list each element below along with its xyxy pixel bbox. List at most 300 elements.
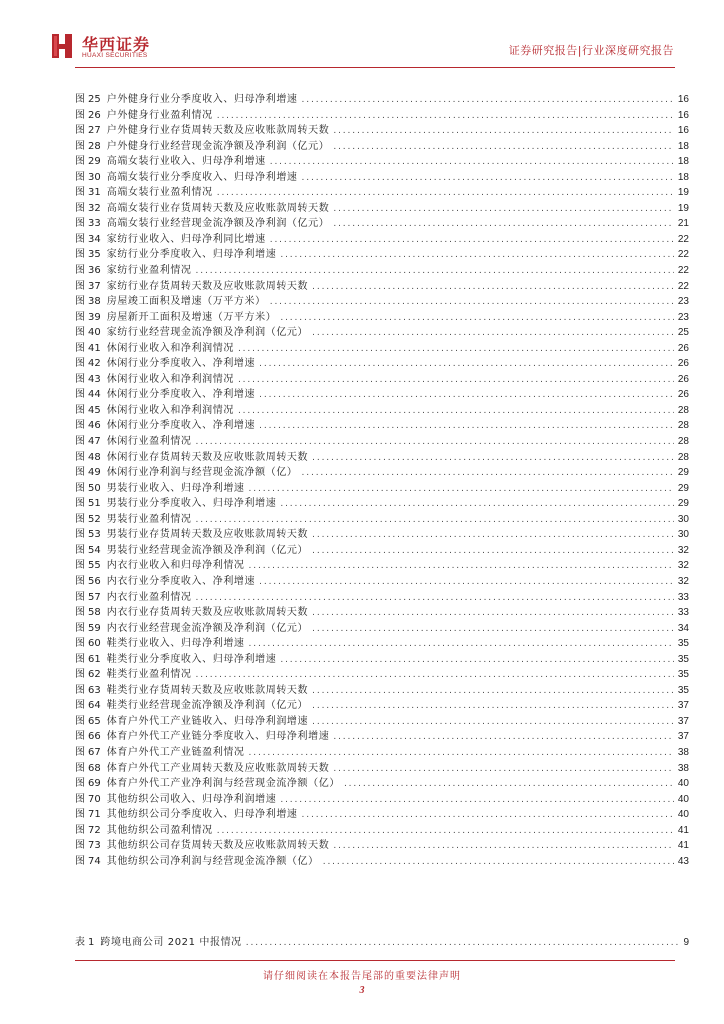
- toc-entry-page: 29: [677, 482, 689, 494]
- toc-entry-page: 23: [677, 311, 689, 323]
- toc-entry-page: 38: [677, 746, 689, 758]
- toc-entry-title: 体育户外代工产业链收入、归母净利润增速: [106, 715, 309, 727]
- toc-entry-title: 内衣行业收入和归母净利情况: [106, 560, 245, 572]
- toc-entry-number: 33: [88, 218, 101, 230]
- toc-entry-title: 高端女装行业分季度收入、归母净利增速: [106, 171, 298, 183]
- toc-entry-page: 40: [677, 793, 689, 805]
- toc-dot-leader: [312, 527, 674, 544]
- toc-entry-title: 跨境电商公司 2021 中报情况: [100, 937, 242, 948]
- toc-entry-number: 66: [88, 731, 101, 743]
- toc-entry-number: 36: [88, 265, 101, 277]
- toc-dot-leader: [333, 838, 674, 855]
- toc-dot-leader: [312, 543, 674, 560]
- toc-entry-label: 图: [75, 327, 85, 339]
- toc-entry-label: 图: [75, 544, 85, 556]
- toc-dot-leader: [312, 621, 674, 638]
- toc-entry-label: 图: [75, 498, 85, 510]
- toc-entry[interactable]: [75, 201, 689, 217]
- toc-entry-number: 39: [88, 311, 101, 323]
- toc-entry-page: 28: [677, 451, 689, 463]
- toc-entry-number: 65: [88, 715, 101, 727]
- toc-entry-label: 图: [75, 140, 85, 152]
- toc-dot-leader: [312, 325, 674, 342]
- toc-dot-leader: [238, 372, 674, 389]
- toc-entry[interactable]: [75, 185, 689, 201]
- toc-entry-label: 图: [75, 793, 85, 805]
- toc-entry-title: 体育户外代工产业周转天数及应收账款周转天数: [106, 762, 330, 774]
- toc-entry-page: 32: [677, 575, 689, 587]
- toc-entry-page: 21: [677, 218, 689, 230]
- toc-entry-title: 其他纺织公司分季度收入、归母净利增速: [106, 809, 298, 821]
- toc-entry-title: 高端女装行业经营现金流净额及净利润（亿元）: [106, 218, 330, 230]
- toc-entry-page: 29: [677, 467, 689, 479]
- toc-dot-leader: [217, 108, 674, 125]
- toc-entry-page: 41: [677, 840, 689, 852]
- header-divider: [75, 67, 675, 68]
- toc-entry-label: 图: [75, 653, 85, 665]
- toc-entry-title: 高端女装行业盈利情况: [106, 187, 213, 199]
- toc-entry[interactable]: [75, 667, 689, 683]
- toc-entry-title: 男装行业经营现金流净额及净利润（亿元）: [106, 544, 309, 556]
- toc-dot-leader: [280, 496, 674, 513]
- toc-entry-label: 图: [75, 404, 85, 416]
- toc-entry-title: 房屋新开工面积及增速（万平方米）: [106, 311, 277, 323]
- toc-dot-leader: [270, 154, 674, 171]
- toc-entry-title: 高端女装行业存货周转天数及应收账款周转天数: [106, 202, 330, 214]
- toc-entry-label: 图: [75, 622, 85, 634]
- toc-entry-page: 43: [677, 855, 689, 867]
- toc-entry-title: 家纺行业收入、归母净利同比增速: [106, 233, 266, 245]
- toc-entry-title: 鞋类行业收入、归母净利增速: [106, 638, 245, 650]
- toc-entry-title: 内衣行业盈利情况: [106, 591, 192, 603]
- toc-entry-label: 图: [75, 109, 85, 121]
- toc-entry[interactable]: [75, 310, 689, 326]
- toc-entry[interactable]: [75, 543, 689, 559]
- toc-entry-label: 图: [75, 700, 85, 712]
- toc-entry[interactable]: [75, 590, 689, 606]
- toc-entry-number: 52: [88, 513, 101, 525]
- toc-entry-title: 高端女装行业收入、归母净利增速: [106, 156, 266, 168]
- toc-entry-number: 30: [88, 171, 101, 183]
- toc-entry-number: 63: [88, 684, 101, 696]
- toc-entry[interactable]: [75, 341, 689, 357]
- toc-entry-page: 32: [677, 560, 689, 572]
- toc-entry-number: 73: [88, 840, 101, 852]
- toc-entry-page: 22: [677, 233, 689, 245]
- toc-entry-label: 图: [75, 778, 85, 790]
- toc-entry-page: 30: [677, 529, 689, 541]
- toc-entry[interactable]: [75, 232, 689, 248]
- toc-entry-title: 内衣行业存货周转天数及应收账款周转天数: [106, 607, 309, 619]
- toc-entry-page: 19: [677, 202, 689, 214]
- toc-entry[interactable]: [75, 325, 689, 341]
- toc-entry[interactable]: [75, 123, 689, 139]
- toc-entry-label: 图: [75, 591, 85, 603]
- toc-entry-label: 图: [75, 607, 85, 619]
- toc-entry[interactable]: [75, 683, 689, 699]
- toc-dot-leader: [217, 185, 674, 202]
- toc-dot-leader: [302, 92, 674, 109]
- toc-entry[interactable]: [75, 807, 689, 823]
- toc-entry-label: 图: [75, 669, 85, 681]
- toc-entry[interactable]: [75, 465, 689, 481]
- toc-entry-label: 图: [75, 467, 85, 479]
- toc-dot-leader: [302, 465, 674, 482]
- page-number: 3: [359, 985, 365, 996]
- toc-dot-leader: [312, 450, 674, 467]
- toc-entry[interactable]: [75, 714, 689, 730]
- toc-dot-leader: [280, 792, 674, 809]
- toc-dot-leader: [302, 807, 674, 824]
- toc-entry-label: 图: [75, 311, 85, 323]
- toc-dot-leader: [249, 745, 674, 762]
- toc-entry-page: 26: [677, 373, 689, 385]
- toc-entry[interactable]: [75, 574, 689, 590]
- toc-entry-page: 22: [677, 265, 689, 277]
- toc-entry-page: 30: [677, 513, 689, 525]
- toc-entry-page: 40: [677, 778, 689, 790]
- toc-entry-label: 图: [75, 684, 85, 696]
- toc-entry-title: 休闲行业分季度收入、净利增速: [106, 358, 256, 370]
- toc-entry[interactable]: [75, 247, 689, 263]
- toc-entry-page: 35: [677, 684, 689, 696]
- toc-entry-label: 图: [75, 125, 85, 137]
- toc-entry[interactable]: [75, 92, 689, 108]
- toc-entry-label: 图: [75, 342, 85, 354]
- toc-entry-label: 图: [75, 715, 85, 727]
- toc-entry-title: 男装行业盈利情况: [106, 513, 192, 525]
- toc-entry-label: 图: [75, 265, 85, 277]
- toc-dot-leader: [280, 310, 674, 327]
- toc-entry-title: 户外健身行业盈利情况: [106, 109, 213, 121]
- toc-entry[interactable]: [75, 356, 689, 372]
- toc-entry-number: 54: [88, 544, 101, 556]
- toc-entry-page: 35: [677, 638, 689, 650]
- toc-dot-leader: [270, 232, 674, 249]
- toc-entry-number: 26: [88, 109, 101, 121]
- toc-dot-leader: [249, 481, 674, 498]
- toc-dot-leader: [333, 729, 674, 746]
- toc-entry-label: 图: [75, 420, 85, 432]
- toc-entry[interactable]: [75, 216, 689, 232]
- toc-entry[interactable]: [75, 512, 689, 528]
- toc-dot-leader: [344, 776, 674, 793]
- toc-dot-leader: [333, 201, 674, 218]
- legal-disclaimer: 请仔细阅读在本报告尾部的重要法律声明: [263, 971, 461, 982]
- toc-entry-number: 71: [88, 809, 101, 821]
- toc-entry-title: 家纺行业盈利情况: [106, 265, 192, 277]
- toc-entry-page: 28: [677, 404, 689, 416]
- toc-entry[interactable]: [75, 761, 689, 777]
- toc-entry[interactable]: [75, 139, 689, 155]
- toc-entry-label: 图: [75, 746, 85, 758]
- toc-entry-label: 图: [75, 451, 85, 463]
- toc-entry-title: 内衣行业经营现金流净额及净利润（亿元）: [106, 622, 309, 634]
- toc-entry-page: 16: [677, 109, 689, 121]
- toc-entry-label: 图: [75, 156, 85, 168]
- toc-entry-label: 图: [75, 202, 85, 214]
- toc-dot-leader: [333, 123, 674, 140]
- toc-entry-number: 29: [88, 156, 101, 168]
- toc-entry-number: 1: [88, 937, 95, 948]
- toc-entry-page: 28: [677, 436, 689, 448]
- toc-entry-page: 19: [677, 187, 689, 199]
- toc-entry[interactable]: [75, 279, 689, 295]
- toc-dot-leader: [217, 823, 674, 840]
- toc-entry-number: 55: [88, 560, 101, 572]
- toc-entry[interactable]: [75, 935, 689, 951]
- toc-entry-label: 图: [75, 638, 85, 650]
- toc-dot-leader: [259, 356, 674, 373]
- huaxi-logo-icon: [50, 32, 74, 60]
- toc-entry[interactable]: [75, 372, 689, 388]
- toc-entry[interactable]: [75, 838, 689, 854]
- toc-dot-leader: [259, 387, 674, 404]
- toc-entry-label: 图: [75, 171, 85, 183]
- toc-entry-number: 27: [88, 125, 101, 137]
- toc-entry[interactable]: [75, 698, 689, 714]
- toc-entry[interactable]: [75, 294, 689, 310]
- toc-entry-title: 休闲行业收入和净利润情况: [106, 404, 234, 416]
- toc-entry-title: 体育户外代工产业净利润与经营现金流净额（亿）: [106, 778, 340, 790]
- toc-entry-number: 47: [88, 436, 101, 448]
- toc-entry-title: 鞋类行业盈利情况: [106, 669, 192, 681]
- toc-entry-number: 46: [88, 420, 101, 432]
- toc-dot-leader: [246, 935, 680, 952]
- toc-entry-label: 图: [75, 809, 85, 821]
- toc-entry-label: 图: [75, 731, 85, 743]
- toc-dot-leader: [238, 403, 674, 420]
- toc-entry[interactable]: [75, 823, 689, 839]
- toc-entry-number: 59: [88, 622, 101, 634]
- toc-dot-leader: [249, 558, 674, 575]
- toc-entry-number: 62: [88, 669, 101, 681]
- toc-entry-page: 38: [677, 762, 689, 774]
- toc-entry-number: 28: [88, 140, 101, 152]
- toc-entry-number: 49: [88, 467, 101, 479]
- toc-entry-title: 鞋类行业分季度收入、归母净利增速: [106, 653, 277, 665]
- toc-entry-title: 体育户外代工产业链盈利情况: [106, 746, 245, 758]
- toc-entry[interactable]: [75, 854, 689, 870]
- toc-entry-title: 休闲行业分季度收入、净利增速: [106, 420, 256, 432]
- toc-entry[interactable]: [75, 605, 689, 621]
- toc-entry-page: 23: [677, 296, 689, 308]
- toc-entry[interactable]: [75, 621, 689, 637]
- toc-entry-number: 25: [88, 94, 101, 105]
- page-header: [0, 0, 724, 70]
- toc-entry-number: 40: [88, 327, 101, 339]
- toc-entry-page: 41: [677, 824, 689, 836]
- toc-entry-label: 图: [75, 358, 85, 370]
- toc-entry-title: 休闲行业盈利情况: [106, 436, 192, 448]
- toc-entry-number: 69: [88, 778, 101, 790]
- toc-entry-page: 29: [677, 498, 689, 510]
- toc-entry-title: 休闲行业收入和净利润情况: [106, 342, 234, 354]
- toc-entry[interactable]: [75, 108, 689, 124]
- toc-dot-leader: [312, 683, 674, 700]
- toc-entry-label: 图: [75, 218, 85, 230]
- toc-entry-title: 户外健身行业经营现金流净额及净利润（亿元）: [106, 140, 330, 152]
- toc-entry-number: 72: [88, 824, 101, 836]
- toc-entry-number: 74: [88, 855, 101, 867]
- toc-entry[interactable]: [75, 652, 689, 668]
- toc-dot-leader: [333, 139, 674, 156]
- toc-entry-label: 图: [75, 762, 85, 774]
- toc-entry-number: 44: [88, 389, 101, 401]
- toc-entry-page: 26: [677, 389, 689, 401]
- toc-entry-title: 休闲行业收入和净利润情况: [106, 373, 234, 385]
- toc-entry-number: 43: [88, 373, 101, 385]
- toc-entry-page: 33: [677, 607, 689, 619]
- toc-dot-leader: [280, 247, 674, 264]
- toc-entry[interactable]: [75, 745, 689, 761]
- toc-entry-title: 休闲行业分季度收入、净利增速: [106, 389, 256, 401]
- toc-entry[interactable]: [75, 776, 689, 792]
- logo-english-name: HUAXI SECURITIES: [82, 52, 148, 59]
- toc-entry-number: 51: [88, 498, 101, 510]
- toc-dot-leader: [323, 854, 674, 871]
- toc-dot-leader: [312, 698, 674, 715]
- toc-entry-label: 图: [75, 187, 85, 199]
- logo-chinese-name: 华西证券: [82, 35, 151, 54]
- toc-entry[interactable]: [75, 729, 689, 745]
- toc-entry-number: 42: [88, 358, 101, 370]
- toc-entry-page: 26: [677, 358, 689, 370]
- toc-dot-leader: [259, 418, 674, 435]
- toc-entry-label: 图: [75, 389, 85, 401]
- toc-entry-page: 40: [677, 809, 689, 821]
- toc-dot-leader: [196, 667, 674, 684]
- toc-entry-number: 68: [88, 762, 101, 774]
- toc-entry-title: 鞋类行业经营现金流净额及净利润（亿元）: [106, 700, 309, 712]
- toc-entry[interactable]: [75, 154, 689, 170]
- toc-entry-label: 图: [75, 529, 85, 541]
- toc-entry[interactable]: [75, 792, 689, 808]
- toc-dot-leader: [196, 434, 674, 451]
- toc-entry-title: 家纺行业存货周转天数及应收账款周转天数: [106, 280, 309, 292]
- toc-entry-page: 37: [677, 731, 689, 743]
- toc-entry-number: 56: [88, 575, 101, 587]
- toc-entry-number: 53: [88, 529, 101, 541]
- toc-entry-page: 18: [677, 156, 689, 168]
- toc-entry-label: 图: [75, 513, 85, 525]
- toc-entry-title: 户外健身行业分季度收入、归母净利增速: [106, 94, 298, 105]
- toc-dot-leader: [302, 170, 674, 187]
- toc-entry-number: 41: [88, 342, 101, 354]
- toc-entry[interactable]: [75, 403, 689, 419]
- toc-entry-title: 体育户外代工产业链分季度收入、归母净利增速: [106, 731, 330, 743]
- toc-dot-leader: [280, 652, 674, 669]
- toc-entry-number: 61: [88, 653, 101, 665]
- toc-dot-leader: [312, 279, 674, 296]
- toc-dot-leader: [312, 605, 674, 622]
- toc-entry-number: 57: [88, 591, 101, 603]
- toc-entry-page: 32: [677, 544, 689, 556]
- toc-entry-page: 18: [677, 171, 689, 183]
- toc-dot-leader: [196, 590, 674, 607]
- toc-entry[interactable]: [75, 418, 689, 434]
- toc-entry-page: 18: [677, 140, 689, 152]
- toc-entry-number: 34: [88, 233, 101, 245]
- toc-entry-page: 9: [683, 937, 689, 948]
- toc-entry-title: 其他纺织公司收入、归母净利润增速: [106, 793, 277, 805]
- toc-dot-leader: [333, 761, 674, 778]
- toc-entry-page: 33: [677, 591, 689, 603]
- toc-entry[interactable]: [75, 527, 689, 543]
- toc-entry-number: 31: [88, 187, 101, 199]
- toc-dot-leader: [312, 714, 674, 731]
- toc-entry-number: 38: [88, 296, 101, 308]
- toc-dot-leader: [196, 512, 674, 529]
- toc-entry[interactable]: [75, 558, 689, 574]
- toc-entry[interactable]: [75, 263, 689, 279]
- toc-entry-title: 其他纺织公司净利润与经营现金流净额（亿）: [106, 855, 319, 867]
- toc-entry-label: 图: [75, 482, 85, 494]
- toc-dot-leader: [196, 263, 674, 280]
- toc-entry[interactable]: [75, 481, 689, 497]
- toc-entry[interactable]: [75, 170, 689, 186]
- toc-entry-number: 45: [88, 404, 101, 416]
- toc-entry-title: 男装行业收入、归母净利增速: [106, 482, 245, 494]
- toc-entry-title: 休闲行业净利润与经营现金流净额（亿）: [106, 467, 298, 479]
- toc-entry-page: 28: [677, 420, 689, 432]
- toc-entry-page: 35: [677, 653, 689, 665]
- toc-entry-number: 58: [88, 607, 101, 619]
- toc-entry-page: 22: [677, 249, 689, 261]
- toc-entry[interactable]: [75, 434, 689, 450]
- toc-entry-page: 26: [677, 342, 689, 354]
- toc-entry-number: 50: [88, 482, 101, 494]
- toc-entry[interactable]: [75, 387, 689, 403]
- toc-entry-label: 图: [75, 436, 85, 448]
- toc-entry-title: 户外健身行业存货周转天数及应收账款周转天数: [106, 125, 330, 137]
- toc-entry-label: 图: [75, 249, 85, 261]
- report-type-label: 证券研究报告|行业深度研究报告: [508, 44, 674, 57]
- toc-entry-title: 内衣行业分季度收入、净利增速: [106, 575, 256, 587]
- toc-entry-page: 37: [677, 715, 689, 727]
- toc-entry[interactable]: [75, 636, 689, 652]
- toc-entry-title: 男装行业存货周转天数及应收账款周转天数: [106, 529, 309, 541]
- toc-entry-label: 图: [75, 840, 85, 852]
- toc-entry-page: 37: [677, 700, 689, 712]
- figure-toc-list: [75, 92, 689, 869]
- toc-entry-label: 图: [75, 280, 85, 292]
- table-toc-list: [75, 935, 689, 951]
- toc-entry-label: 图: [75, 575, 85, 587]
- toc-dot-leader: [259, 574, 674, 591]
- toc-dot-leader: [333, 216, 674, 233]
- toc-entry[interactable]: [75, 450, 689, 466]
- toc-entry-number: 32: [88, 202, 101, 214]
- toc-entry-number: 37: [88, 280, 101, 292]
- toc-entry-number: 67: [88, 746, 101, 758]
- toc-entry-title: 其他纺织公司存货周转天数及应收账款周转天数: [106, 840, 330, 852]
- toc-entry-label: 图: [75, 824, 85, 836]
- toc-entry-title: 鞋类行业存货周转天数及应收账款周转天数: [106, 684, 309, 696]
- toc-entry-title: 家纺行业分季度收入、归母净利增速: [106, 249, 277, 261]
- toc-entry-title: 房屋竣工面积及增速（万平方米）: [106, 296, 266, 308]
- toc-entry-label: 表: [75, 937, 85, 948]
- toc-dot-leader: [249, 636, 674, 653]
- toc-entry-page: 22: [677, 280, 689, 292]
- toc-entry-title: 男装行业分季度收入、归母净利增速: [106, 498, 277, 510]
- toc-entry-title: 其他纺织公司盈利情况: [106, 824, 213, 836]
- toc-entry-label: 图: [75, 560, 85, 572]
- toc-entry-number: 35: [88, 249, 101, 261]
- toc-entry[interactable]: [75, 496, 689, 512]
- toc-entry-page: 16: [677, 94, 689, 105]
- toc-entry-label: 图: [75, 373, 85, 385]
